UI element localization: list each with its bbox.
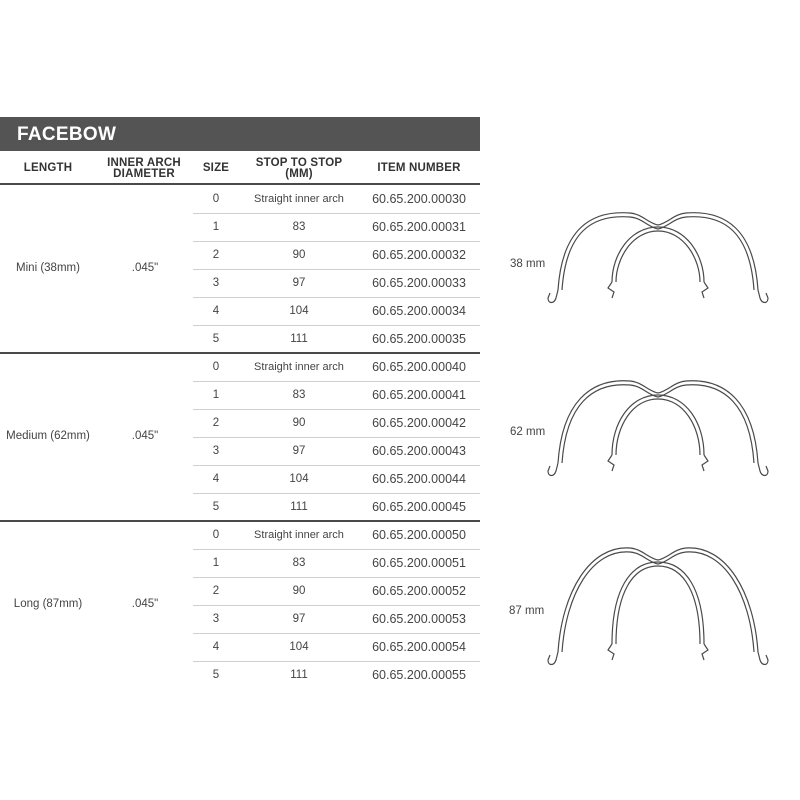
wire-end-hook (548, 652, 558, 665)
size-cell: 5 (212, 333, 220, 345)
wire-end-hook (702, 644, 708, 660)
size-cell: 0 (212, 361, 220, 373)
row-divider (193, 381, 480, 382)
size-cell: 5 (212, 669, 220, 681)
inner-arch-wire (616, 566, 700, 644)
item-number-cell: 60.65.200.00031 (372, 220, 466, 234)
wire-end-hook (608, 644, 614, 660)
row-divider (193, 549, 480, 550)
stop-to-stop-cell: 111 (290, 333, 308, 345)
wire-end-hook (758, 463, 768, 476)
row-divider (193, 493, 480, 494)
row-divider (193, 297, 480, 298)
length-cell: Long (87mm) (13, 598, 83, 610)
group-rule (0, 520, 480, 522)
size-cell: 2 (212, 585, 220, 597)
header-length: LENGTH (23, 162, 73, 174)
stop-to-stop-cell: 90 (292, 585, 306, 597)
stop-to-stop-cell: 111 (290, 669, 308, 681)
facebow-length-label: 87 mm (509, 605, 545, 617)
size-cell: 0 (212, 193, 220, 205)
facebow-drawing (520, 373, 800, 503)
item-number-cell: 60.65.200.00041 (372, 388, 466, 402)
facebow-illustration (520, 540, 800, 670)
row-divider (193, 241, 480, 242)
row-divider (193, 325, 480, 326)
stop-to-stop-cell: 104 (289, 641, 309, 653)
inner-arch-wire (616, 231, 700, 282)
header-stop-line2: (MM) (285, 168, 313, 180)
facebow-length-label: 38 mm (510, 258, 546, 270)
item-number-cell: 60.65.200.00032 (372, 248, 466, 262)
item-number-cell: 60.65.200.00052 (372, 584, 466, 598)
wire-end-hook (758, 290, 768, 303)
outer-bow-wire (558, 213, 758, 290)
inner-arch-wire (612, 562, 704, 644)
stop-to-stop-cell: Straight inner arch (254, 193, 344, 205)
group-rule (0, 352, 480, 354)
wire-end-hook (548, 463, 558, 476)
size-cell: 3 (212, 445, 220, 457)
item-number-cell: 60.65.200.00033 (372, 276, 466, 290)
wire-end-hook (758, 652, 768, 665)
item-number-cell: 60.65.200.00042 (372, 416, 466, 430)
row-divider (193, 409, 480, 410)
size-cell: 4 (212, 641, 220, 653)
diameter-cell: .045" (131, 262, 159, 274)
size-cell: 1 (212, 557, 220, 569)
stop-to-stop-cell: 104 (289, 473, 309, 485)
stop-to-stop-cell: 90 (292, 249, 306, 261)
row-divider (193, 213, 480, 214)
page-title: FACEBOW (17, 124, 117, 145)
row-divider (193, 465, 480, 466)
stop-to-stop-cell: 97 (292, 613, 306, 625)
size-cell: 3 (212, 277, 220, 289)
header-stop-line1: STOP TO STOP (255, 157, 343, 169)
wire-end-hook (608, 455, 614, 471)
item-number-cell: 60.65.200.00035 (372, 332, 466, 346)
header-item-number: ITEM NUMBER (377, 162, 461, 174)
header-stop (240, 158, 358, 180)
wire-end-hook (608, 282, 614, 298)
size-cell: 0 (212, 529, 220, 541)
item-number-cell: 60.65.200.00055 (372, 668, 466, 682)
row-divider (193, 605, 480, 606)
stop-to-stop-cell: Straight inner arch (254, 529, 344, 541)
row-divider (193, 661, 480, 662)
stop-to-stop-cell: 83 (292, 389, 306, 401)
item-number-cell: 60.65.200.00050 (372, 528, 466, 542)
size-cell: 2 (212, 417, 220, 429)
item-number-cell: 60.65.200.00044 (372, 472, 466, 486)
wire-end-hook (702, 455, 708, 471)
row-divider (193, 269, 480, 270)
item-number-cell: 60.65.200.00030 (372, 192, 466, 206)
size-cell: 3 (212, 613, 220, 625)
stop-to-stop-cell: 97 (292, 445, 306, 457)
size-cell: 2 (212, 249, 220, 261)
diameter-cell: .045" (131, 430, 159, 442)
outer-bow-wire (562, 552, 754, 652)
inner-arch-wire (612, 227, 704, 282)
header-rule (0, 183, 480, 185)
length-cell: Mini (38mm) (16, 262, 80, 274)
stop-to-stop-cell: 104 (289, 305, 309, 317)
outer-bow-wire (562, 217, 754, 290)
header-inner-arch (100, 158, 188, 180)
inner-arch-wire (612, 395, 704, 455)
stop-to-stop-cell: 83 (292, 221, 306, 233)
facebow-length-label: 62 mm (510, 426, 546, 438)
size-cell: 5 (212, 501, 220, 513)
stop-to-stop-cell: 90 (292, 417, 306, 429)
stop-to-stop-cell: 111 (290, 501, 308, 513)
length-cell: Medium (62mm) (6, 430, 90, 442)
facebow-illustration (520, 205, 800, 335)
size-cell: 1 (212, 389, 220, 401)
outer-bow-wire (562, 385, 754, 463)
item-number-cell: 60.65.200.00053 (372, 612, 466, 626)
size-cell: 1 (212, 221, 220, 233)
header-size: SIZE (202, 162, 230, 174)
item-number-cell: 60.65.200.00040 (372, 360, 466, 374)
title-bar (0, 117, 480, 151)
diameter-cell: .045" (131, 598, 159, 610)
item-number-cell: 60.65.200.00043 (372, 444, 466, 458)
stop-to-stop-cell: 97 (292, 277, 306, 289)
row-divider (193, 633, 480, 634)
outer-bow-wire (558, 381, 758, 463)
size-cell: 4 (212, 305, 220, 317)
item-number-cell: 60.65.200.00051 (372, 556, 466, 570)
facebow-drawing (520, 540, 800, 670)
size-cell: 4 (212, 473, 220, 485)
item-number-cell: 60.65.200.00034 (372, 304, 466, 318)
row-divider (193, 437, 480, 438)
header-inner-arch-line1: INNER ARCH (107, 157, 181, 169)
wire-end-hook (702, 282, 708, 298)
facebow-illustration (520, 373, 800, 503)
item-number-cell: 60.65.200.00045 (372, 500, 466, 514)
stop-to-stop-cell: 83 (292, 557, 306, 569)
header-inner-arch-line2: DIAMETER (113, 168, 175, 180)
wire-end-hook (548, 290, 558, 303)
facebow-drawing (520, 205, 800, 335)
item-number-cell: 60.65.200.00054 (372, 640, 466, 654)
stop-to-stop-cell: Straight inner arch (254, 361, 344, 373)
row-divider (193, 577, 480, 578)
